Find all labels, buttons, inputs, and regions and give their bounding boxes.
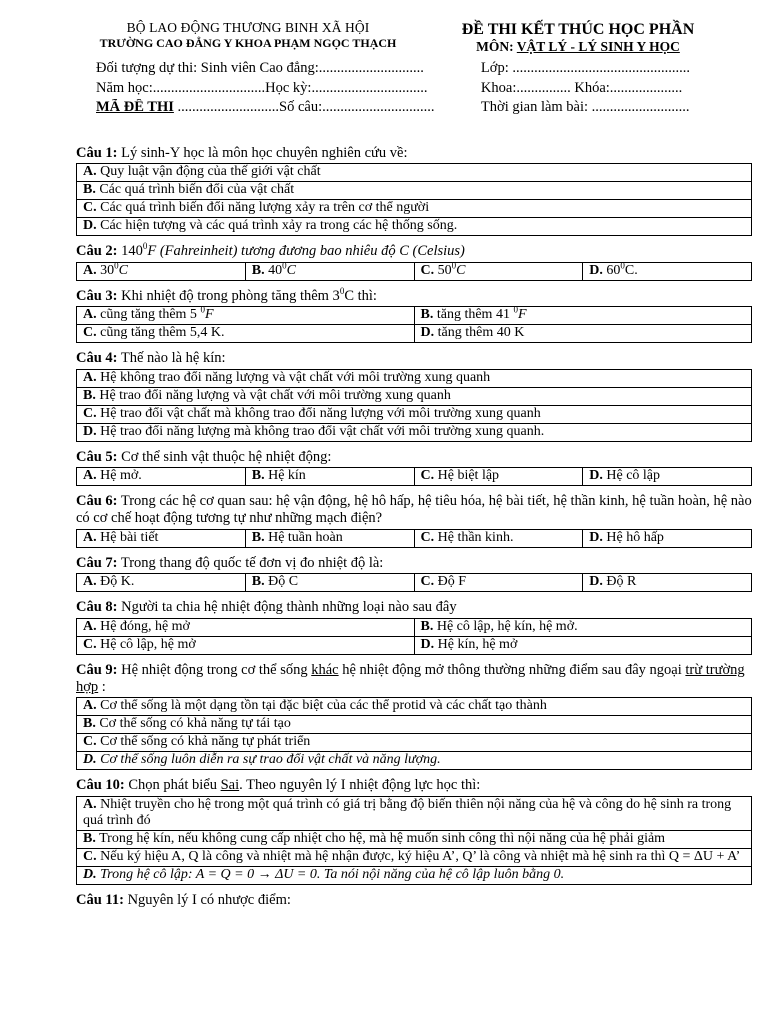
- option-a[interactable]: A. $30^0C$: [77, 262, 246, 280]
- option-b[interactable]: B. tăng thêm 41 $^0$F: [414, 307, 752, 325]
- question-number: Câu 2:: [76, 243, 118, 260]
- option-c[interactable]: C. Cơ thể sống có khả năng tự phát triển: [77, 734, 752, 752]
- question-stem: [76, 145, 752, 163]
- question-7: [76, 555, 752, 592]
- option-d[interactable]: D. Hệ cô lập: [583, 467, 752, 485]
- question-number: Câu 11:: [76, 891, 124, 908]
- exam-title-block: [418, 20, 738, 55]
- question-4: [76, 350, 752, 441]
- subject-label: MÔN:: [476, 39, 517, 55]
- question-stem: Câu 10: Chọn phát biểu Sai. Theo nguyên lý I nhiệt động lực học thì:: [76, 777, 481, 794]
- questions-body: [76, 145, 752, 910]
- options-table: [76, 306, 752, 343]
- exam-code-field: [96, 99, 481, 119]
- option-a[interactable]: A. Hệ bài tiết: [77, 529, 246, 547]
- options-table: [76, 697, 752, 770]
- option-d[interactable]: D. Hệ hô hấp: [583, 529, 752, 547]
- exam-code-label: MÃ ĐỀ THI: [96, 99, 174, 115]
- question-stem: Câu 4: Thế nào là hệ kín:: [76, 350, 226, 367]
- option-c[interactable]: C. Hệ thần kinh.: [414, 529, 583, 547]
- institution-block: [78, 20, 418, 51]
- subject-name: VẬT LÝ - LÝ SINH Y HỌC: [516, 39, 680, 55]
- question-stem: Câu 9: Hệ nhiệt động trong cơ thể sống khác hệ nhiệt động mở thông thường những điểm sau đây ngoại trừ trường hợp :: [76, 661, 745, 695]
- option-d[interactable]: D. Các hiện tượng và các quá trình xảy ra trong các hệ thống sống.: [77, 218, 752, 236]
- options-table: [76, 467, 752, 486]
- options-table: [76, 529, 752, 548]
- option-d[interactable]: D. Cơ thể sống luôn diễn ra sự trao đổi vật chất và năng lượng.: [77, 752, 752, 770]
- option-d[interactable]: D. Hệ trao đổi năng lượng mà không trao đổi vật chất với môi trường xung quanh.: [77, 423, 752, 441]
- question-stem: Câu 6: Trong các hệ cơ quan sau: hệ vận động, hệ hô hấp, hệ tiêu hóa, hệ bài tiết, hệ thần kinh, hệ tuần hoàn, hệ nào có cơ chế hoạt động tương tự như những mạch điện?: [76, 492, 752, 527]
- question-6: [76, 493, 752, 548]
- question-stem: Câu 7: Trong thang độ quốc tế đơn vị đo nhiệt độ là:: [76, 554, 384, 571]
- option-b[interactable]: B. Trong hệ kín, nếu không cung cấp nhiệt cho hệ, mà hệ muốn sinh công thì nội năng của hệ phải giảm: [77, 830, 752, 848]
- options-table: [76, 573, 752, 592]
- question-stem: Câu 8: Người ta chia hệ nhiệt động thành những loại nào sau đây: [76, 599, 457, 616]
- options-table: [76, 618, 752, 655]
- question-3: [76, 285, 752, 343]
- option-b[interactable]: B. Hệ tuần hoàn: [245, 529, 414, 547]
- question-number: Câu 8:: [76, 599, 118, 616]
- question-1: [76, 145, 752, 236]
- exam-header: [78, 20, 728, 54]
- question-number: Câu 1:: [76, 145, 118, 161]
- question-number: Câu 7:: [76, 554, 118, 571]
- option-b[interactable]: B. Hệ trao đổi năng lượng và vật chất với môi trường xung quanh: [77, 387, 752, 405]
- question-2: [76, 243, 752, 280]
- option-a[interactable]: A. Độ K.: [77, 574, 246, 592]
- options-table: [76, 796, 752, 885]
- question-8: [76, 599, 752, 654]
- question-count-field: ............................Số câu:...............................: [173, 99, 435, 115]
- school-year-semester-field: Năm học:...............................Học kỳ:................................: [96, 79, 428, 96]
- option-b[interactable]: B. $40^0C$: [245, 262, 414, 280]
- question-stem: Câu 2: $140^0F$ (Fahreinheit) tương đương bao nhiêu độ C (Celsius): [76, 241, 465, 260]
- option-d[interactable]: D. Trong hệ cô lập: A = Q = 0 → ΔU = 0. Ta nói nội năng của hệ cô lập luôn bằng 0.: [77, 866, 752, 884]
- question-11: [76, 892, 752, 910]
- option-a[interactable]: A. Cơ thể sống là một dạng tồn tại đặc biệt của các thể protid và các chất tạo thành: [77, 698, 752, 716]
- option-d[interactable]: D. Độ R: [583, 574, 752, 592]
- option-c[interactable]: C. Nếu ký hiệu A, Q là công và nhiệt mà hệ nhận được, ký hiệu A’, Q’ là công và nhiệt mà hệ sinh ra thì Q = ΔU + A’: [77, 848, 752, 866]
- option-a[interactable]: A. Hệ không trao đổi năng lượng và vật chất với môi trường xung quanh: [77, 369, 752, 387]
- option-c[interactable]: C. $50^0C$: [414, 262, 583, 280]
- time-field: Thời gian làm bài: ...........................: [480, 99, 690, 115]
- question-stem: Câu 5: Cơ thể sinh vật thuộc hệ nhiệt động:: [76, 448, 332, 465]
- option-a[interactable]: A. Hệ mở.: [77, 467, 246, 485]
- question-number: Câu 6:: [76, 492, 118, 509]
- faculty-course-field: Khoa:............... Khóa:....................: [480, 79, 683, 96]
- option-c[interactable]: C. Hệ cô lập, hệ mở: [77, 636, 415, 654]
- question-number: Câu 10:: [76, 777, 125, 794]
- class-field: Lớp: .................................................: [480, 60, 690, 76]
- question-text: Lý sinh-Y học là môn học chuyên nghiên cứu về:: [117, 145, 408, 161]
- question-stem: Câu 11: Nguyên lý I có nhược điểm:: [76, 891, 291, 908]
- option-c[interactable]: C. Độ F: [414, 574, 583, 592]
- options-table: [76, 163, 752, 236]
- option-b[interactable]: B. Hệ cô lập, hệ kín, hệ mở.: [414, 618, 752, 636]
- option-a[interactable]: A. Hệ đóng, hệ mở: [77, 618, 415, 636]
- exam-info-fields: [96, 60, 716, 119]
- option-d[interactable]: D. tăng thêm 40 K: [414, 325, 752, 343]
- option-b[interactable]: B. Độ C: [245, 574, 414, 592]
- option-b[interactable]: B. Hệ kín: [245, 467, 414, 485]
- option-d[interactable]: D. $60^0C$.: [583, 262, 752, 280]
- question-9: [76, 662, 752, 771]
- option-c[interactable]: C. Các quá trình biến đổi năng lượng xảy ra trên cơ thể người: [77, 200, 752, 218]
- exam-title: ĐỀ THI KẾT THÚC HỌC PHẦN: [461, 21, 695, 38]
- question-stem: Câu 3: Khi nhiệt độ trong phòng tăng thêm $3^0C$ thì:: [76, 285, 377, 304]
- candidate-field: Đối tượng dự thi: Sinh viên Cao đẳng:.............................: [96, 60, 424, 76]
- question-number: Câu 4:: [76, 350, 118, 367]
- ministry-name: BỘ LAO ĐỘNG THƯƠNG BINH XÃ HỘI: [126, 20, 370, 35]
- question-number: Câu 9:: [76, 661, 118, 678]
- question-5: [76, 449, 752, 486]
- option-b[interactable]: B. Cơ thể sống có khả năng tự tái tạo: [77, 716, 752, 734]
- options-table: [76, 262, 752, 281]
- option-c[interactable]: C. Hệ biệt lập: [414, 467, 583, 485]
- question-10: [76, 777, 752, 884]
- question-number: Câu 5:: [76, 448, 118, 465]
- option-c[interactable]: C. cũng tăng thêm 5,4 K.: [77, 325, 415, 343]
- subject-line: [418, 39, 738, 55]
- option-b[interactable]: B. Các quá trình biến đổi của vật chất: [77, 182, 752, 200]
- school-name: TRƯỜNG CAO ĐẲNG Y KHOA PHẠM NGỌC THẠCH: [99, 36, 397, 51]
- option-a[interactable]: A. cũng tăng thêm 5 $^0$F: [77, 307, 415, 325]
- option-d[interactable]: D. Hệ kín, hệ mở: [414, 636, 752, 654]
- question-number: Câu 3:: [76, 287, 118, 304]
- option-a[interactable]: A. Quy luật vận động của thế giới vật chất: [77, 164, 752, 182]
- option-a[interactable]: A. Nhiệt truyền cho hệ trong một quá trình có giá trị bằng độ biến thiên nội năng của hệ và công do hệ sinh ra trong quá trình đó: [77, 796, 752, 830]
- option-c[interactable]: C. Hệ trao đổi vật chất mà không trao đổi năng lượng với môi trường xung quanh: [77, 405, 752, 423]
- options-table: [76, 369, 752, 442]
